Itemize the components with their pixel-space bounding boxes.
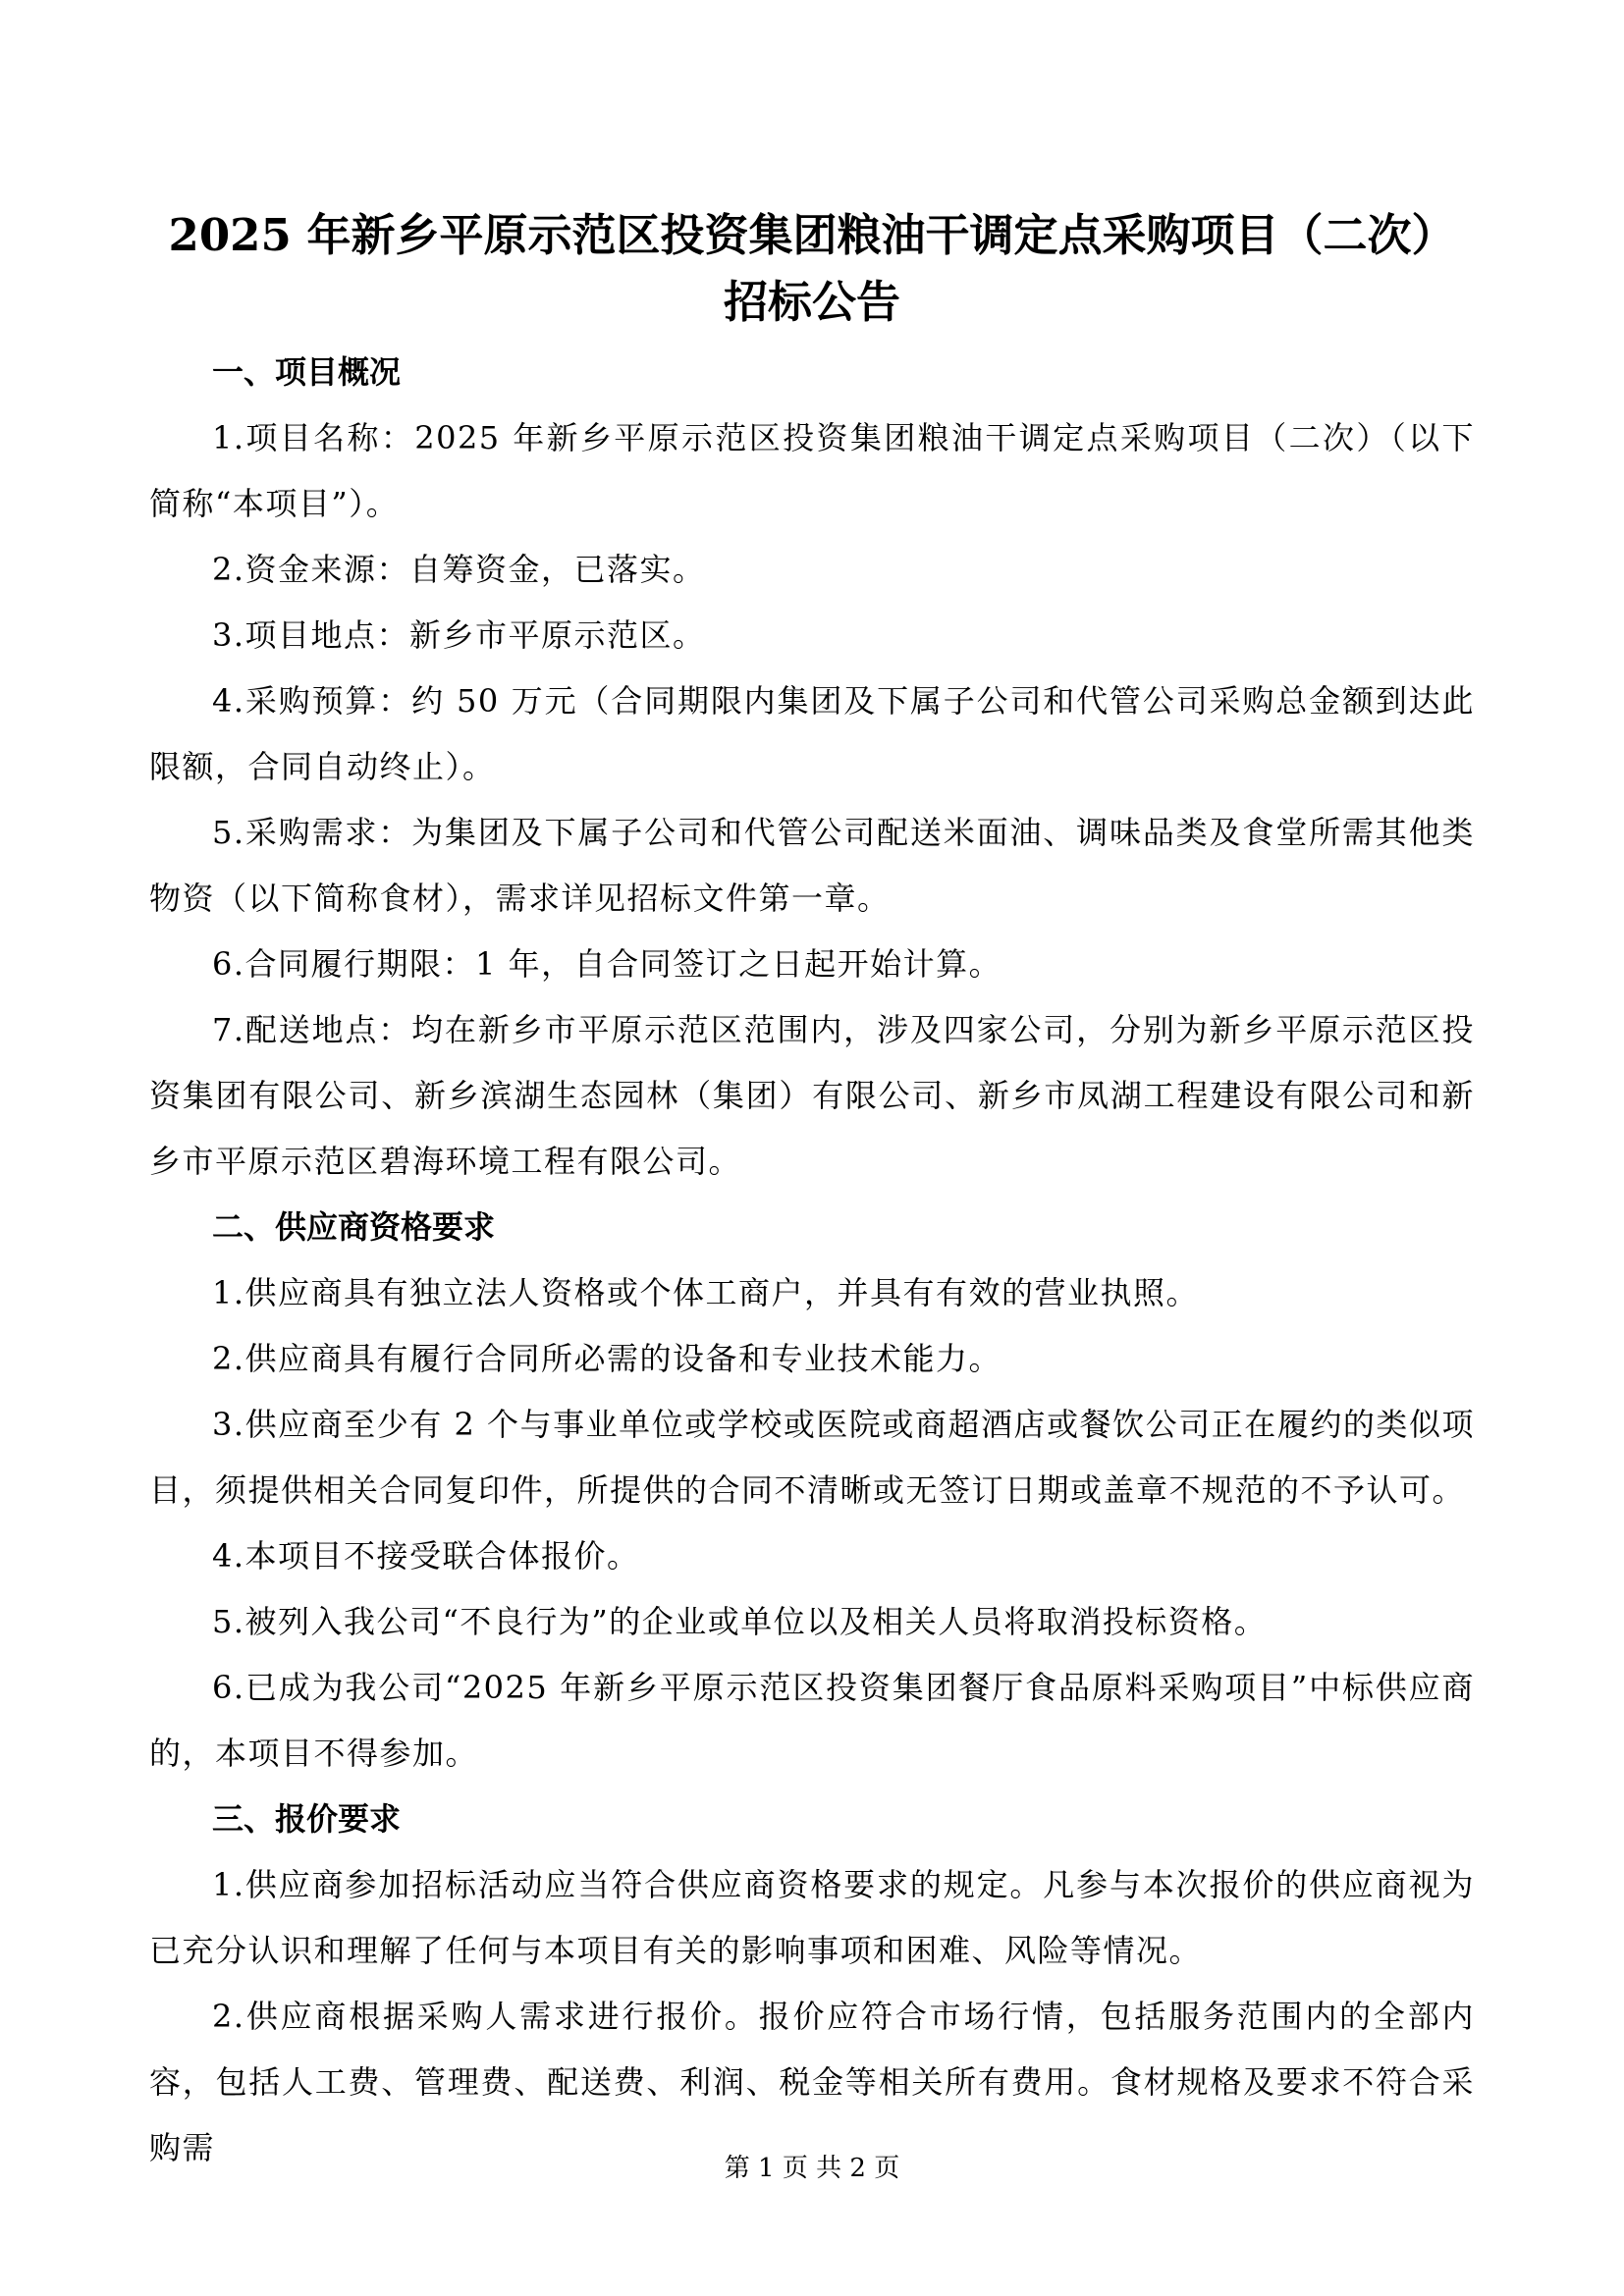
- document-body: [149, 340, 1475, 2181]
- section-heading-quotation: 三、报价要求: [212, 1800, 402, 1838]
- paragraph: 3.项目地点：新乡市平原示范区。: [212, 616, 706, 654]
- paragraph: 5.采购需求：为集团及下属子公司和代管公司配送米面油、调味品类及食堂所需其他类物资（以下简称食材），需求详见招标文件第一章。: [149, 814, 1475, 917]
- paragraph: 1.项目名称：2025 年新乡平原示范区投资集团粮油干调定点采购项目（二次）（以下简称“本项目”）。: [149, 419, 1475, 522]
- paragraph: 3.供应商至少有 2 个与事业单位或学校或医院或商超酒店或餐饮公司正在履约的类似项目，须提供相关合同复印件，所提供的合同不清晰或无签订日期或盖章不规范的不予认可。: [149, 1406, 1475, 1509]
- document-title-line-1: 2025 年新乡平原示范区投资集团粮油干调定点采购项目（二次）: [168, 209, 1456, 261]
- page-number-footer: 第 1 页 共 2 页: [724, 2154, 900, 2183]
- section-heading-overview: 一、项目概况: [212, 353, 402, 391]
- paragraph: 2.供应商根据采购人需求进行报价。报价应符合市场行情，包括服务范围内的全部内容，包括人工费、管理费、配送费、利润、税金等相关所有费用。食材规格及要求不符合采购需: [149, 1998, 1475, 2166]
- paragraph: 1.供应商参加招标活动应当符合供应商资格要求的规定。凡参与本次报价的供应商视为已充分认识和理解了任何与本项目有关的影响事项和困难、风险等情况。: [149, 1866, 1475, 1969]
- paragraph: 4.采购预算：约 50 万元（合同期限内集团及下属子公司和代管公司采购总金额到达此限额，合同自动终止）。: [149, 682, 1475, 785]
- paragraph: 2.供应商具有履行合同所必需的设备和专业技术能力。: [212, 1340, 1002, 1377]
- section-heading-qualifications: 二、供应商资格要求: [212, 1208, 496, 1246]
- paragraph: 6.合同履行期限：1 年，自合同签订之日起开始计算。: [212, 945, 1002, 983]
- paragraph: 2.资金来源：自筹资金，已落实。: [212, 551, 706, 588]
- paragraph: 1.供应商具有独立法人资格或个体工商户，并具有有效的营业执照。: [212, 1274, 1200, 1311]
- paragraph: 7.配送地点：均在新乡市平原示范区范围内，涉及四家公司，分别为新乡平原示范区投资集团有限公司、新乡滨湖生态园林（集团）有限公司、新乡市凤湖工程建设有限公司和新乡市平原示范区碧海环境工程有限公司。: [149, 1011, 1475, 1180]
- paragraph: 6.已成为我公司“2025 年新乡平原示范区投资集团餐厅食品原料采购项目”中标供应商的，本项目不得参加。: [149, 1669, 1475, 1772]
- document-title-line-2: 招标公告: [723, 276, 900, 328]
- paragraph: 5.被列入我公司“不良行为”的企业或单位以及相关人员将取消投标资格。: [212, 1603, 1268, 1640]
- paragraph: 4.本项目不接受联合体报价。: [212, 1537, 640, 1575]
